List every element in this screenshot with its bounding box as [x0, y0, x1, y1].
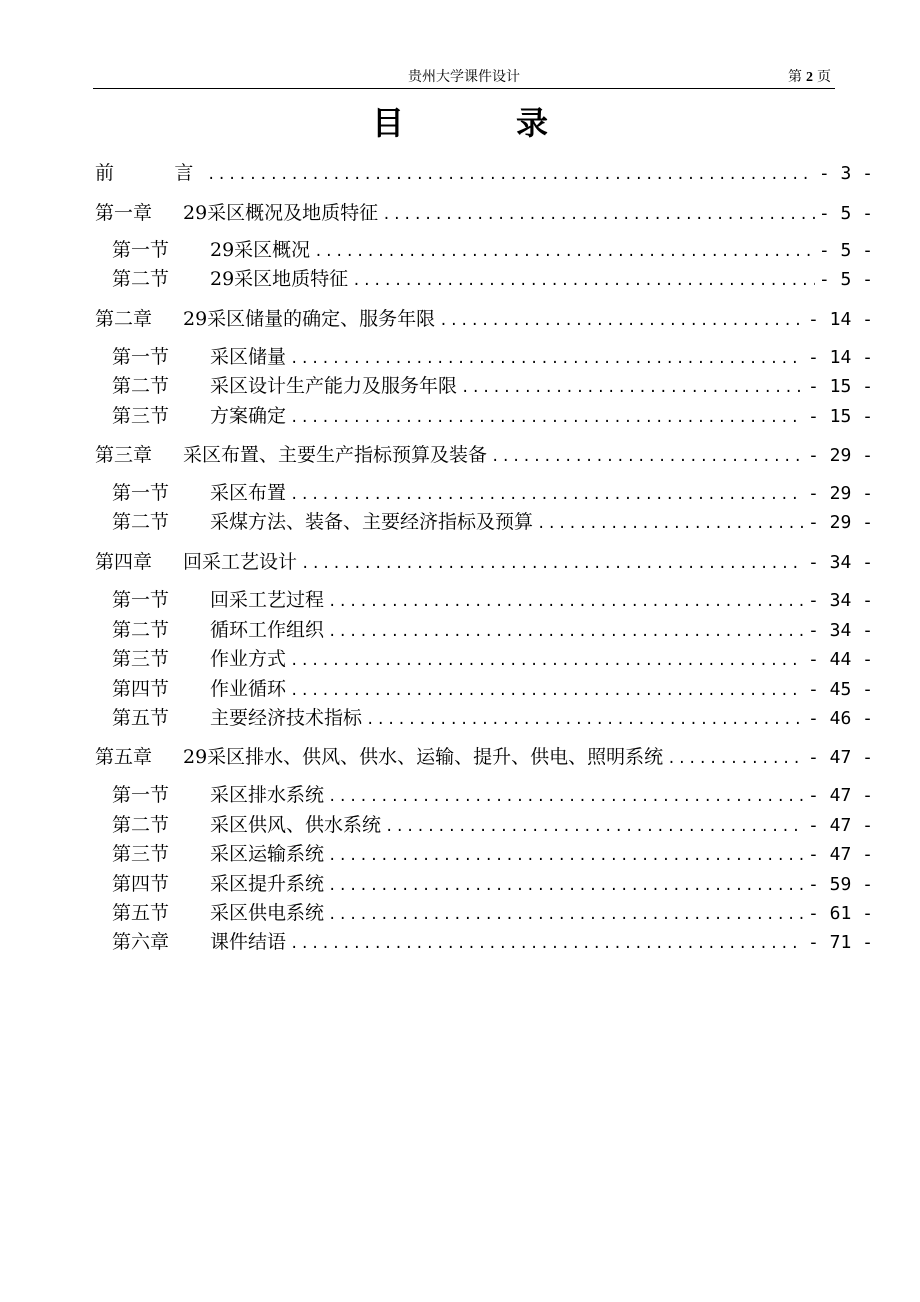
toc-entry-page: - 47 -: [807, 747, 873, 768]
toc-entry-title: 采区运输系统: [210, 843, 325, 865]
toc-entry-chapter[interactable]: [95, 199, 873, 227]
toc-entry-chapter[interactable]: [95, 548, 873, 576]
toc-entry-section[interactable]: [112, 402, 873, 430]
toc-entry-section[interactable]: [112, 675, 873, 703]
toc-entry-chapter[interactable]: [95, 305, 873, 333]
toc-entry-chapter[interactable]: [95, 743, 873, 771]
toc-entry-label: 第三节: [112, 405, 170, 427]
toc-entry-title: 回采工艺设计: [183, 551, 298, 573]
toc-entry-title: 采区储量: [210, 346, 287, 368]
toc-entry-label: 第二节: [112, 511, 170, 533]
leader-dots: [328, 783, 804, 811]
toc-entry-title: 方案确定: [210, 405, 287, 427]
leader-dots: [382, 201, 815, 229]
toc-entry-label: 第一节: [112, 346, 170, 368]
toc-entry-title: 采区布置: [210, 482, 287, 504]
toc-entry-title: 29采区概况: [210, 239, 311, 261]
toc-entry-title: 作业循环: [210, 678, 287, 700]
toc-entry-label: 第二节: [112, 619, 170, 641]
toc-entry-section[interactable]: [112, 616, 873, 644]
toc-entry-section[interactable]: [112, 899, 873, 927]
leader-dots: [352, 267, 815, 295]
page-num: 2: [806, 70, 813, 85]
toc-entry-label: 第一节: [112, 482, 170, 504]
toc-entry-page: - 34 -: [807, 552, 873, 573]
leader-dots: [439, 307, 804, 335]
toc-entry-label: 第二节: [112, 814, 170, 836]
toc-entry-title: 采煤方法、装备、主要经济指标及预算: [210, 511, 534, 533]
toc-entry-title: 作业方式: [210, 648, 287, 670]
toc-entry-page: - 59 -: [807, 874, 873, 895]
toc-entry-page: - 45 -: [807, 679, 873, 700]
toc-entry-section[interactable]: [112, 840, 873, 868]
toc-entry-title: 29采区地质特征: [210, 268, 349, 290]
toc-entry-title: 采区供风、供水系统: [210, 814, 382, 836]
toc-entry-section[interactable]: [112, 928, 873, 956]
document-title: 目录: [371, 104, 660, 142]
toc-entry-label: 第一节: [112, 784, 170, 806]
toc-entry-page: - 47 -: [807, 844, 873, 865]
toc-entry-title: 29采区概况及地质特征: [183, 202, 379, 224]
toc-entry-page: - 71 -: [807, 932, 873, 953]
toc-entry-label: 第二节: [112, 268, 170, 290]
toc-entry-title: 循环工作组织: [210, 619, 325, 641]
toc-entry-page: - 61 -: [807, 903, 873, 924]
toc-entry-page: - 3 -: [818, 163, 873, 184]
toc-entry-label: 第三章: [95, 444, 153, 466]
toc-entry-page: - 29 -: [807, 512, 873, 533]
toc-entry-chapter[interactable]: [95, 441, 873, 469]
toc-entry-label: 第五节: [112, 902, 170, 924]
toc-entry-title: 29采区排水、供风、供水、运输、提升、供电、照明系统: [183, 746, 664, 768]
toc-entry-page: - 46 -: [807, 708, 873, 729]
toc-entry-page: - 29 -: [807, 483, 873, 504]
toc-entry-section[interactable]: [112, 811, 873, 839]
toc-entry-label: 第六章: [112, 931, 170, 953]
header-title: 贵州大学课件设计: [408, 69, 520, 85]
toc-entry-page: - 14 -: [807, 309, 873, 330]
leader-dots: [290, 930, 804, 958]
leader-dots: [366, 706, 804, 734]
leader-dots: [328, 872, 804, 900]
leader-dots: [328, 588, 804, 616]
page-prefix: 第: [788, 69, 802, 85]
toc-entry-label: 第一章: [95, 202, 153, 224]
leader-dots: [667, 745, 804, 773]
toc-entry-page: - 5 -: [818, 240, 873, 261]
leader-dots: [290, 677, 804, 705]
toc-entry-label: 第三节: [112, 648, 170, 670]
toc-entry-title: 采区供电系统: [210, 902, 325, 924]
leader-dots: [461, 374, 804, 402]
toc-entry-page: - 15 -: [807, 376, 873, 397]
toc-entry-title: 采区布置、主要生产指标预算及装备: [183, 444, 488, 466]
leader-dots: [290, 481, 804, 509]
toc-entry-preface[interactable]: [95, 159, 873, 187]
toc-entry-title: 采区排水系统: [210, 784, 325, 806]
leader-dots: [491, 443, 804, 471]
toc-entry-section[interactable]: [112, 343, 873, 371]
toc-entry-page: - 34 -: [807, 620, 873, 641]
leader-dots: [301, 550, 804, 578]
leader-dots: [537, 510, 804, 538]
toc-entry-section[interactable]: [112, 265, 873, 293]
leader-dots: [328, 618, 804, 646]
toc-entry-label: 前 言: [95, 162, 194, 184]
toc-entry-label: 第五节: [112, 707, 170, 729]
toc-entry-page: - 29 -: [807, 445, 873, 466]
leader-dots: [328, 901, 804, 929]
toc-entry-title: 课件结语: [210, 931, 287, 953]
toc-entry-page: - 15 -: [807, 406, 873, 427]
toc-entry-section[interactable]: [112, 645, 873, 673]
toc-entry-page: - 47 -: [807, 785, 873, 806]
toc-entry-page: - 44 -: [807, 649, 873, 670]
toc-entry-page: - 47 -: [807, 815, 873, 836]
toc-entry-section[interactable]: [112, 586, 873, 614]
toc-entry-section[interactable]: [112, 704, 873, 732]
toc-entry-label: 第二章: [95, 308, 153, 330]
leader-dots: [290, 345, 804, 373]
toc-entry-page: - 5 -: [818, 203, 873, 224]
toc-entry-page: - 5 -: [818, 269, 873, 290]
page-suffix: 页: [817, 69, 831, 85]
toc-entry-label: 第二节: [112, 375, 170, 397]
toc-entry-section[interactable]: [112, 508, 873, 536]
toc-entry-page: - 34 -: [807, 590, 873, 611]
leader-dots: [328, 842, 804, 870]
toc-entry-section[interactable]: [112, 781, 873, 809]
toc-entry-label: 第四节: [112, 873, 170, 895]
toc-entry-title: 29采区储量的确定、服务年限: [183, 308, 436, 330]
toc-entry-title: 回采工艺过程: [210, 589, 325, 611]
toc-entry-title: 采区设计生产能力及服务年限: [210, 375, 458, 397]
toc-entry-section[interactable]: [112, 236, 873, 264]
toc-entry-label: 第一节: [112, 239, 170, 261]
toc-entry-label: 第三节: [112, 843, 170, 865]
leader-dots: [290, 647, 804, 675]
toc-entry-title: 主要经济技术指标: [210, 707, 363, 729]
toc-entry-label: 第四节: [112, 678, 170, 700]
leader-dots: [290, 404, 804, 432]
leader-dots: [207, 161, 815, 189]
leader-dots: [314, 238, 815, 266]
toc-entry-label: 第四章: [95, 551, 153, 573]
toc-entry-title: 采区提升系统: [210, 873, 325, 895]
toc-entry-page: - 14 -: [807, 347, 873, 368]
leader-dots: [385, 813, 804, 841]
toc-entry-label: 第一节: [112, 589, 170, 611]
toc-entry-label: 第五章: [95, 746, 153, 768]
toc-entry-section[interactable]: [112, 479, 873, 507]
toc-entry-section[interactable]: [112, 372, 873, 400]
toc-entry-section[interactable]: [112, 870, 873, 898]
